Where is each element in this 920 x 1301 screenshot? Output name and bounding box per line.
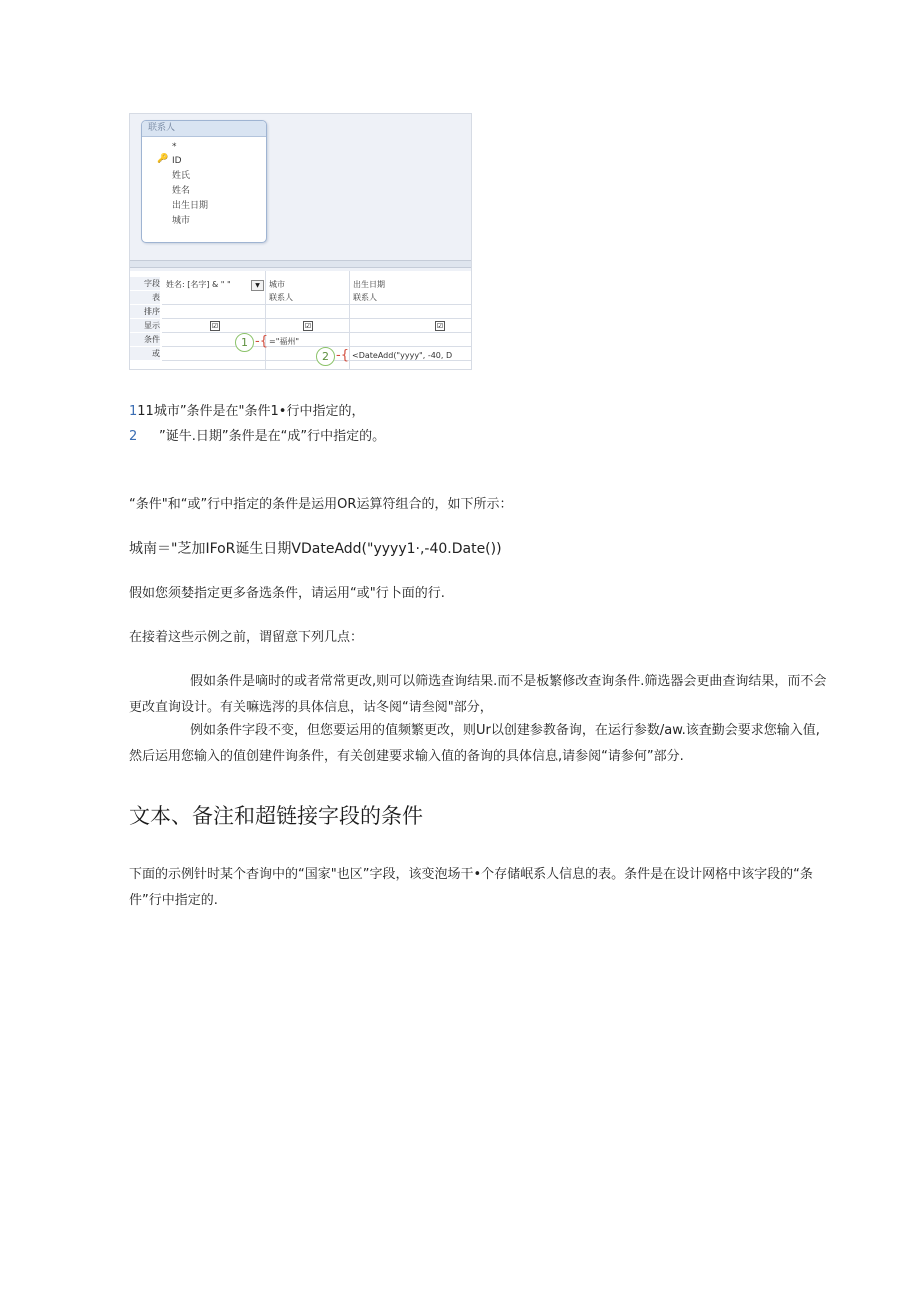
paragraph-country-example: 下面的示例针时某个杳询中的“国家"也区”字段，该变泡场干•个存储岷系人信息的表。条件是在设计网格中该字段的“条件”行中指定的. <box>129 867 813 908</box>
design-grid <box>130 271 471 369</box>
field-birthdate: 出生日期 <box>172 201 209 211</box>
row-label-show: 显示 <box>130 319 160 332</box>
note-filter: 假如条件是嘀时的或者常常更改,则可以筛选查询结果.而不是板繁修改查询条件.筛选器会更曲查询结果，而不会更改直询设计。有关嘛选涔的具体信息，诂冬阅“请叁阅"部分， <box>129 674 827 715</box>
callout-2-brace: -{ <box>336 348 349 363</box>
primary-key-icon: 🔑 <box>157 154 169 164</box>
row-label-table: 表 <box>130 291 160 304</box>
city-criteria-cell[interactable]: ="福州" <box>269 337 300 346</box>
caption-1 <box>129 400 364 419</box>
criteria-expression: 城南＝"芝加IFoR诞生日期VDateAdd("yyyy1·,-40.Date()) <box>129 541 502 557</box>
query-design-figure <box>129 113 472 370</box>
caption-1-text: 11城市”条件是在"条件1•行中指定的， <box>137 404 365 419</box>
show-checkbox-1[interactable]: ☑ <box>211 322 219 330</box>
birthdate-or-cell[interactable]: <DateAdd("yyyy", -40, D <box>352 351 453 360</box>
row-label-sort: 排序 <box>130 305 160 318</box>
field-city: 城市 <box>172 216 191 226</box>
grid-line <box>162 346 471 347</box>
field-asterisk: * <box>172 142 177 152</box>
section-heading: 文本、备注和超链接字段的条件 <box>129 804 423 828</box>
caption-2-text: ”诞牛.日期”条件是在“成”行中指定的。 <box>159 429 386 444</box>
column-2-table[interactable]: 联系人 <box>269 293 293 302</box>
grid-line <box>162 332 471 333</box>
grid-col-divider <box>265 271 266 369</box>
note-parameter-query: 例如条件字段不变，但您要运用的值频繁更改，则Ur以创建参教备询，在运行参数/aw.该査勤会要求您输入值,然后运用您输入的值创建件询条件，有关创建要求输入值的备询的具体信息,请参阅“请参何”部分. <box>129 723 820 764</box>
row-label-or: 或 <box>130 347 160 360</box>
grid-line <box>162 304 471 305</box>
pane-splitter <box>130 260 471 268</box>
field-id: ID <box>172 156 182 166</box>
paragraph-notes-intro: 在接着这些示例之前，谓留意下列几点： <box>129 630 364 645</box>
caption-1-number: 1 <box>129 404 138 419</box>
caption-2 <box>129 425 385 444</box>
caption-2-number: 2 <box>129 429 138 444</box>
column-3-field[interactable]: 出生日期 <box>353 280 385 289</box>
grid-line <box>162 318 471 319</box>
contacts-table-title: 联系人 <box>142 121 266 137</box>
paragraph-or-combination: “条件"和“或”行中指定的条件是运用OR运算符组合的，如下所示： <box>129 497 513 512</box>
callout-1-badge: 1 <box>235 333 254 352</box>
show-checkbox-2[interactable]: ☑ <box>304 322 312 330</box>
show-checkbox-3[interactable]: ☑ <box>436 322 444 330</box>
column-2-field[interactable]: 城市 <box>269 280 285 289</box>
grid-col-divider <box>349 271 350 369</box>
paragraph-more-criteria: 假如您须婪指定更多备选条件，请运用“或"行卜面的行. <box>129 586 445 601</box>
column-3-table[interactable]: 联系人 <box>353 293 377 302</box>
column-1-field[interactable]: 姓名: [名字] & " " <box>166 280 231 289</box>
column-1-dropdown-icon[interactable]: ▼ <box>251 280 264 291</box>
row-label-criteria: 条件 <box>130 333 160 346</box>
callout-2-badge: 2 <box>316 347 335 366</box>
contacts-table-box <box>141 120 267 243</box>
field-surname: 姓氏 <box>172 171 191 181</box>
field-name: 姓名 <box>172 186 191 196</box>
callout-1-brace: -{ <box>255 334 268 349</box>
row-label-field: 字段 <box>130 277 160 290</box>
